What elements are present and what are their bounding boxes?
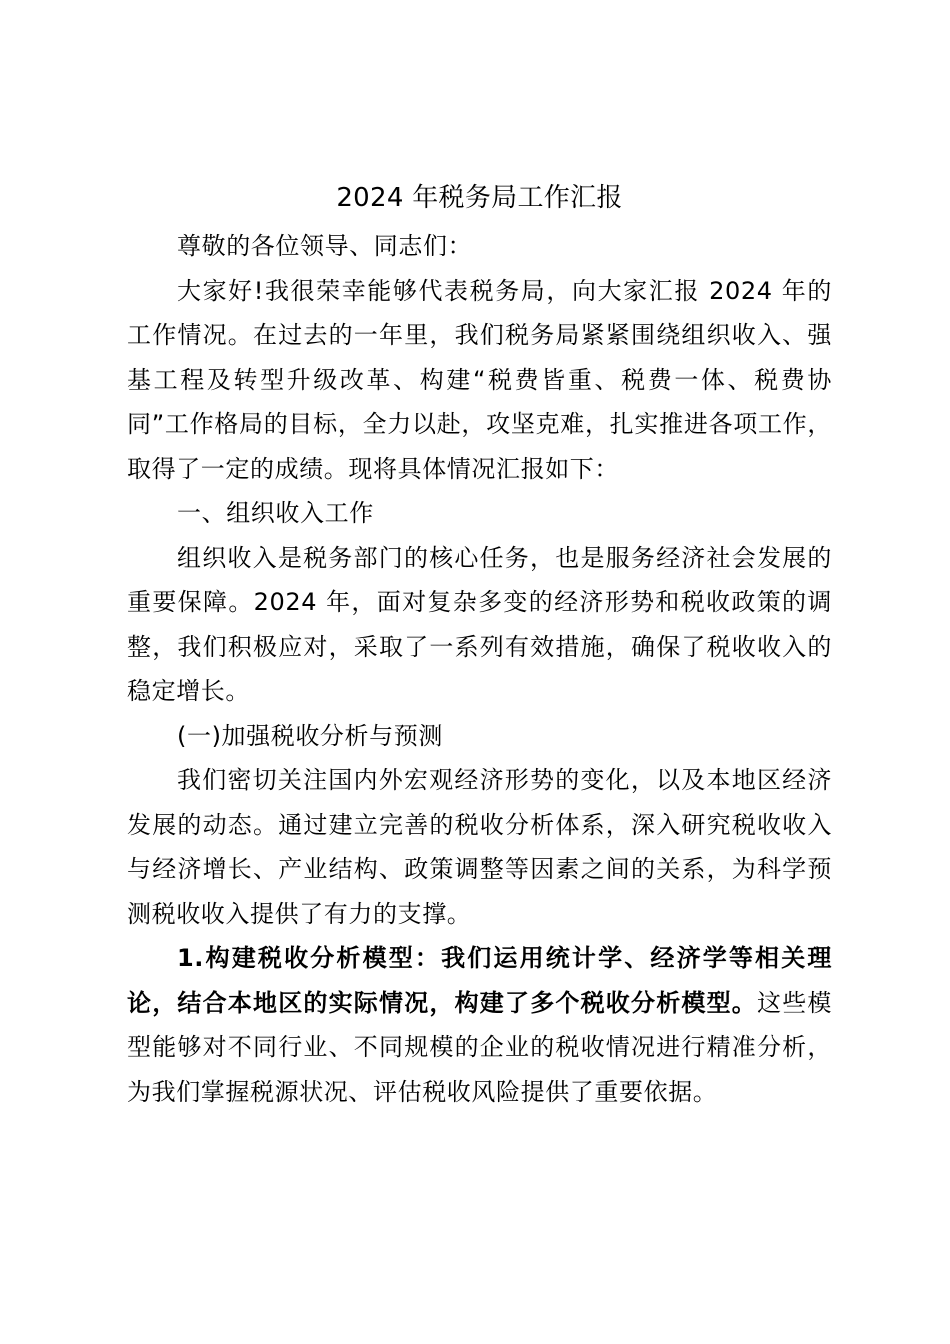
section-paragraph-1: 组织收入是税务部门的核心任务，也是服务经济社会发展的重要保障。2024 年，面对复杂多变的经济形势和税收政策的调整，我们积极应对，采取了一系列有效措施，确保了税收收入的稳定增长。 [127,543,832,705]
subsection-paragraph-1: 我们密切关注国内外宏观经济形势的变化，以及本地区经济发展的动态。通过建立完善的税收分析体系，深入研究税收收入与经济增长、产业结构、政策调整等因素之间的关系，为科学预测税收收入提供了有力的支撑。 [127,766,832,928]
subsection-heading-1: (一)加强税收分析与预测 [177,721,443,750]
list-item-1-bold: 1.构建税收分析模型：我们运用统计学、经济学等相关理论，结合本地区的实际情况，构建了多个税收分析模型。 [127,944,832,1017]
section-heading-1: 一、组织收入工作 [177,499,374,527]
document-page [127,172,832,1114]
list-item-1 [127,936,832,1114]
document-title: 2024 年税务局工作汇报 [336,183,623,213]
salutation: 尊敬的各位领导、同志们： [177,232,473,260]
intro-paragraph: 大家好!我很荣幸能够代表税务局，向大家汇报 2024 年的工作情况。在过去的一年里，我们税务局紧紧围绕组织收入、强基工程及转型升级改革、构建“税费皆重、税费一体、税费协同”工作格局的目标，全力以赴，攻坚克难，扎实推进各项工作，取得了一定的成绩。现将具体情况汇报如下： [127,276,832,483]
list-item-1-text: 这些模型能够对不同行业、不同规模的企业的税收情况进行精准分析，为我们掌握税源状况、评估税收风险提供了重要依据。 [127,988,832,1106]
